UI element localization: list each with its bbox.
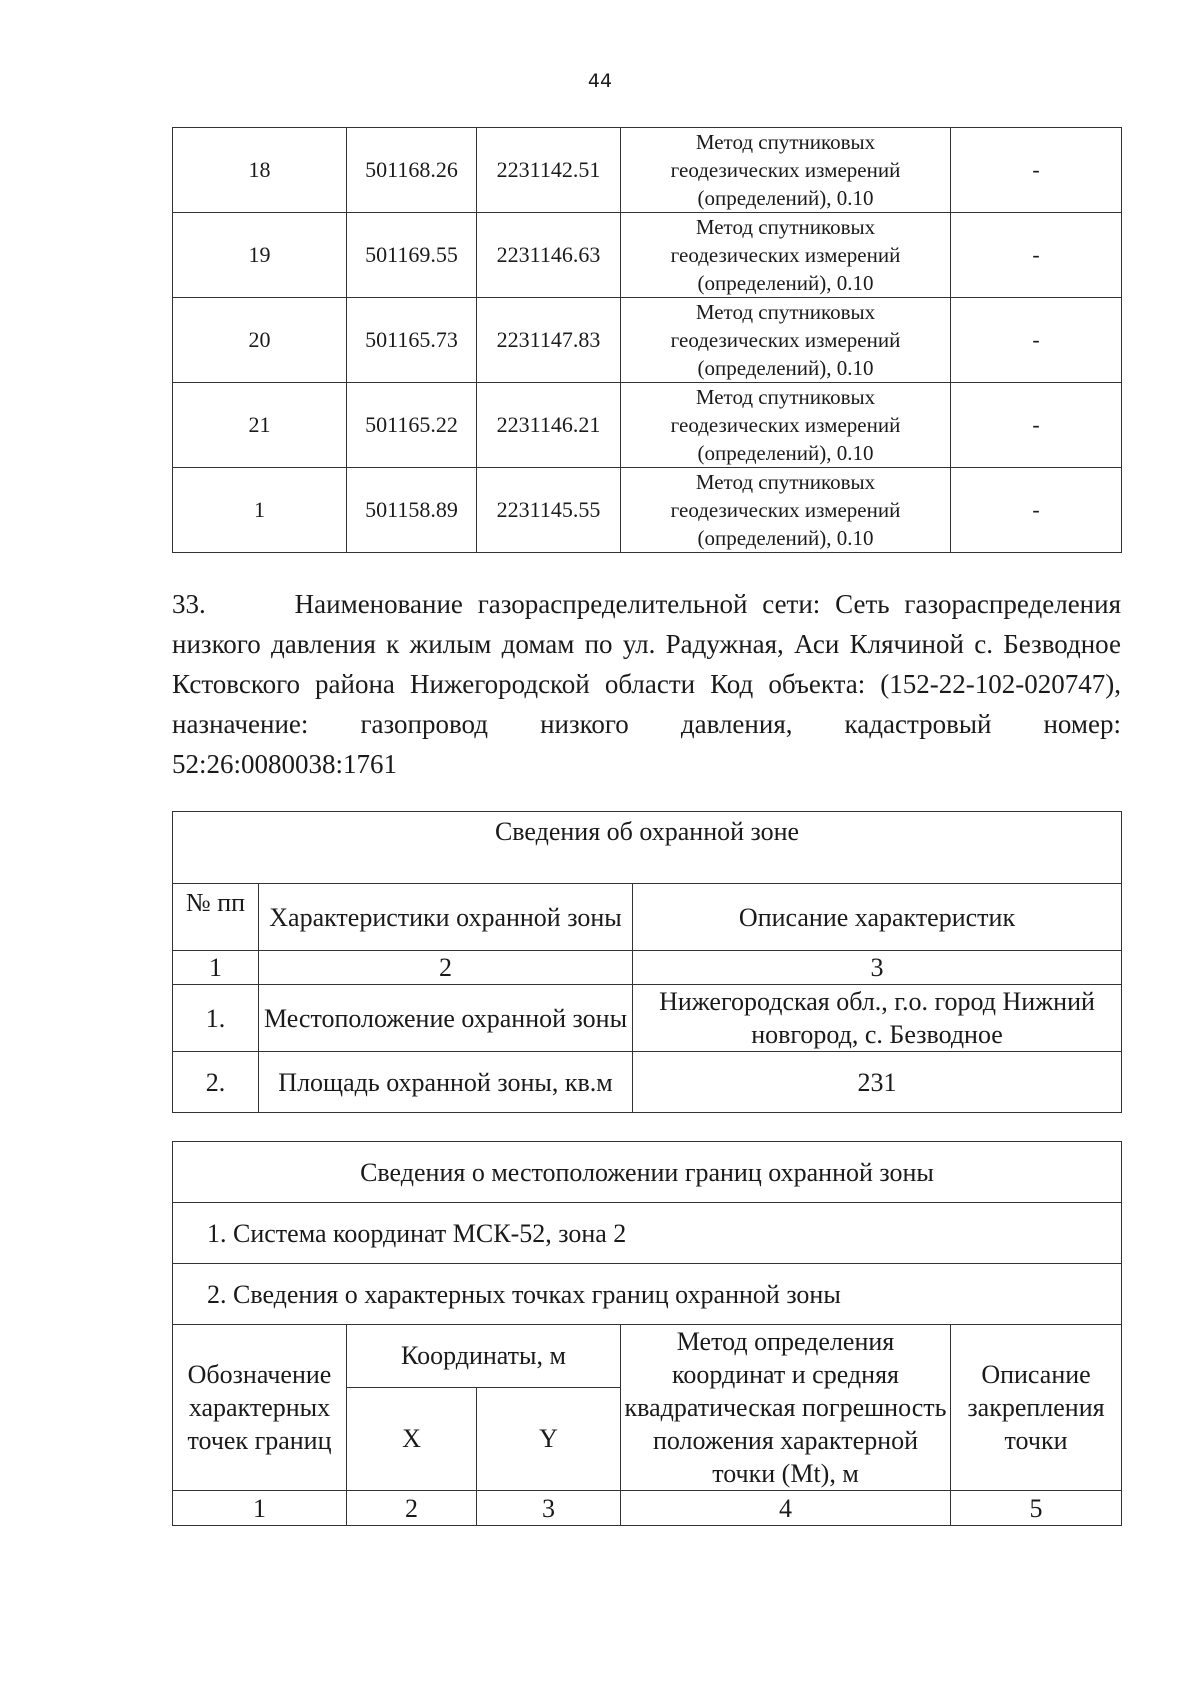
method-line-1: Метод спутниковых (695, 300, 876, 324)
point-number: 18 (173, 128, 347, 213)
coord-x: 501165.73 (347, 298, 477, 383)
table-header-row (173, 884, 1122, 951)
info-row (173, 1203, 1122, 1264)
row-characteristic: Местоположение охранной зоны (259, 985, 633, 1052)
header-fixation: Описание закрепления точки (951, 1325, 1122, 1491)
method-line-2: геодезических измерений (670, 243, 901, 267)
info-row (173, 1264, 1122, 1325)
header-number: № пп (173, 884, 259, 951)
coordinate-system: 1. Система координат МСК-52, зона 2 (173, 1203, 1122, 1264)
header-characteristics: Характеристики охранной зоны (259, 884, 633, 951)
point-number: 21 (173, 383, 347, 468)
table-header-row (173, 1325, 1122, 1388)
row-description: 231 (633, 1052, 1122, 1113)
table-row (173, 468, 1122, 553)
point-number: 19 (173, 213, 347, 298)
method-line-2: геодезических измерений (670, 328, 901, 352)
method-cell (621, 128, 951, 213)
index-cell: 4 (621, 1491, 951, 1526)
index-row (173, 951, 1122, 985)
section-paragraph (172, 584, 1121, 784)
method-line-3: (определений), 0.10 (697, 526, 874, 550)
method-line-1: Метод спутниковых (695, 470, 876, 494)
fixation-description: - (951, 383, 1122, 468)
row-number: 2. (173, 1052, 259, 1113)
coord-x: 501168.26 (347, 128, 477, 213)
table-title-row (173, 812, 1122, 884)
header-x: X (347, 1387, 477, 1491)
fixation-description: - (951, 213, 1122, 298)
table-row (173, 128, 1122, 213)
index-cell: 2 (259, 951, 633, 985)
index-cell: 1 (173, 951, 259, 985)
point-number: 1 (173, 468, 347, 553)
row-description: Нижегородская обл., г.о. город Нижний новгород, с. Безводное (633, 985, 1122, 1052)
table-row (173, 1052, 1122, 1113)
index-cell: 3 (477, 1491, 621, 1526)
header-designation: Обозначение характерных точек границ (173, 1325, 347, 1491)
boundary-table (172, 1141, 1122, 1526)
method-line-1: Метод спутниковых (695, 385, 876, 409)
table-row (173, 213, 1122, 298)
coord-x: 501158.89 (347, 468, 477, 553)
method-cell (621, 468, 951, 553)
page-number: 44 (587, 70, 613, 92)
table-title-row (173, 1142, 1122, 1203)
points-info: 2. Сведения о характерных точках границ охранной зоны (173, 1264, 1122, 1325)
point-number: 20 (173, 298, 347, 383)
fixation-description: - (951, 468, 1122, 553)
fixation-description: - (951, 298, 1122, 383)
table-row (173, 298, 1122, 383)
coord-x: 501165.22 (347, 383, 477, 468)
method-cell (621, 383, 951, 468)
index-cell: 5 (951, 1491, 1122, 1526)
method-line-3: (определений), 0.10 (697, 441, 874, 465)
row-number: 1. (173, 985, 259, 1052)
coord-y: 2231147.83 (477, 298, 621, 383)
zone-info-table (172, 811, 1122, 1113)
index-cell: 3 (633, 951, 1122, 985)
index-cell: 1 (173, 1491, 347, 1526)
row-characteristic: Площадь охранной зоны, кв.м (259, 1052, 633, 1113)
method-line-2: геодезических измерений (670, 498, 901, 522)
method-cell (621, 213, 951, 298)
fixation-description: - (951, 128, 1122, 213)
table-row (173, 985, 1122, 1052)
method-cell (621, 298, 951, 383)
header-description: Описание характеристик (633, 884, 1122, 951)
index-cell: 2 (347, 1491, 477, 1526)
method-line-3: (определений), 0.10 (697, 356, 874, 380)
coord-y: 2231146.21 (477, 383, 621, 468)
method-line-1: Метод спутниковых (695, 130, 876, 154)
cadastral-number: 52:26:0080038:1761 (172, 749, 398, 779)
method-line-3: (определений), 0.10 (697, 271, 874, 295)
method-line-3: (определений), 0.10 (697, 186, 874, 210)
coord-x: 501169.55 (347, 213, 477, 298)
coord-y: 2231146.63 (477, 213, 621, 298)
coord-y: 2231145.55 (477, 468, 621, 553)
method-line-1: Метод спутниковых (695, 215, 876, 239)
method-line-2: геодезических измерений (670, 158, 901, 182)
header-y: Y (477, 1387, 621, 1491)
coord-y: 2231142.51 (477, 128, 621, 213)
header-coordinates: Координаты, м (347, 1325, 621, 1388)
header-method: Метод определения координат и средняя квадратическая погрешность положения характерной точки (Mt), м (621, 1325, 951, 1491)
zone-info-title: Сведения об охранной зоне (173, 812, 1122, 884)
section-text: 33. Наименование газораспределительной сети: Сеть газораспределения низкого давления к жилым домам по ул. Радужная, Аси Клячиной с. Безводное Кстовского района Нижегородской области Код объекта: (152-22-102-020747), назначение: газопровод низкого давления, кадастровый номер: (172, 589, 1121, 739)
index-row (173, 1491, 1122, 1526)
coordinates-table-continued (172, 127, 1122, 553)
table-row (173, 383, 1122, 468)
boundary-title: Сведения о местоположении границ охранной зоны (173, 1142, 1122, 1203)
method-line-2: геодезических измерений (670, 413, 901, 437)
